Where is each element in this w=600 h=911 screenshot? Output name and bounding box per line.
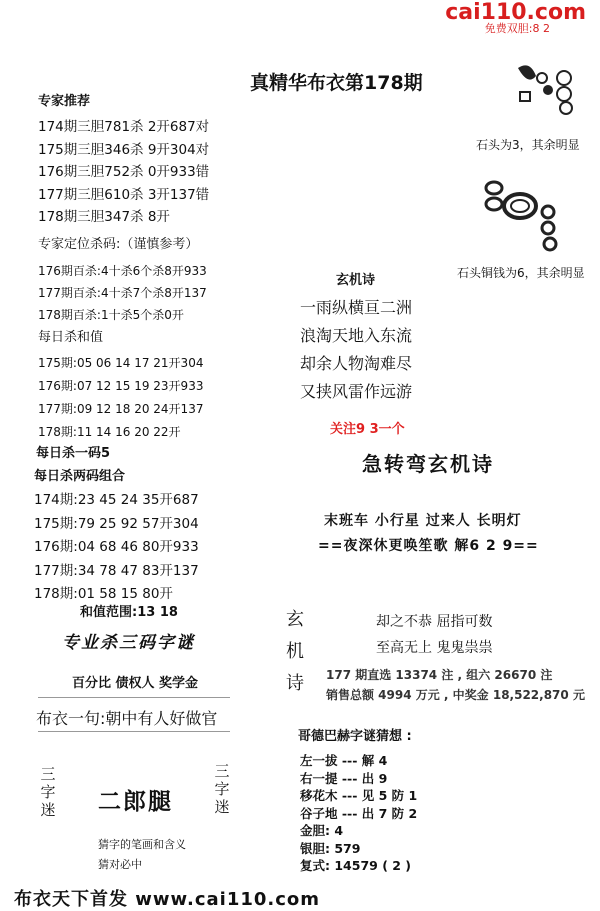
list-item: 金胆: 4 <box>300 823 344 838</box>
riddle-hint2: 猜对必中 <box>98 858 142 871</box>
riddle-title: 专业杀三码字谜 <box>62 633 195 653</box>
list-item: 177期百杀:4十杀7个杀8开137 <box>38 286 207 300</box>
list-item: 左一拔 --- 解 4 <box>300 753 388 768</box>
picture-caption-2: 石头铜钱为6，其余明显 <box>457 266 585 280</box>
daily-one-heading: 每日杀一码5 <box>36 446 111 461</box>
poem-line: 一雨纵横亘二洲 <box>300 298 413 317</box>
list-item: 复式: 14579 ( 2 ) <box>300 858 412 873</box>
daily-sum-list <box>38 352 203 444</box>
xuanji-char: 诗 <box>286 673 304 694</box>
list-item: 176期:07 12 15 19 23开933 <box>38 379 204 393</box>
list-item: 177期:09 12 18 20 24开137 <box>38 402 204 416</box>
list-item: 176期百杀:4十杀6个杀8开933 <box>38 264 207 278</box>
daily-two-heading: 每日杀两码组合 <box>34 469 126 484</box>
divider <box>38 697 230 698</box>
list-item: 178期百杀:1十杀5个杀0开 <box>38 308 184 322</box>
xuanji-tag <box>286 604 306 700</box>
list-item: 176期三胆752杀 0开933错 <box>38 164 210 180</box>
poem-line: 又挟风雷作远游 <box>300 382 413 401</box>
rebus-picture-2 <box>480 168 570 256</box>
follow-note: 关注9 3一个 <box>330 422 405 437</box>
divider <box>38 731 230 732</box>
daily-sum-heading: 每日杀和值 <box>38 330 104 345</box>
expert-heading: 专家推荐 <box>38 94 91 109</box>
riddle-right-tag: 三字迷 <box>214 762 230 816</box>
list-item: 右一提 --- 出 9 <box>300 770 388 786</box>
riddle-words: 百分比 债权人 奖学金 <box>72 676 199 691</box>
list-item: 176期:04 68 46 80开933 <box>34 539 199 555</box>
goldbach-list <box>300 752 417 875</box>
list-item: 175期:79 25 92 57开304 <box>34 515 199 532</box>
list-item: 175期三胆346杀 9开304对 <box>38 141 210 158</box>
page-title: 真精华布衣第178期 <box>250 72 423 94</box>
xuanji-line-2: 至高无上 鬼鬼祟祟 <box>376 640 493 656</box>
one-line-hint: 布衣一句:朝中有人好做官 <box>36 709 218 728</box>
riddle-hint: 猜字的笔画和含义 <box>98 838 186 851</box>
rebus-picture-1 <box>512 56 582 124</box>
riddle-answer-prompt: 二郎腿 <box>98 789 173 815</box>
list-item: 银胆: 579 <box>300 840 361 856</box>
list-item: 移花木 --- 见 5 防 1 <box>300 788 418 803</box>
goldbach-title: 哥德巴赫字谜猜想 : <box>298 729 412 744</box>
xuanji-line-1: 却之不恭 屈指可数 <box>376 614 493 630</box>
xuanji-char: 机 <box>286 641 304 662</box>
list-item: 178期三胆347杀 8开 <box>38 209 170 225</box>
sum-range: 和值范围:13 18 <box>80 605 178 620</box>
site-logo: cai110.com <box>445 0 586 25</box>
poem-lines <box>300 294 412 406</box>
poem-line: 却余人物淘难尽 <box>300 354 413 373</box>
turn-line-2: ==夜深休更唤笙歌 解6 2 9== <box>318 538 539 554</box>
list-item: 174期:23 45 24 35开687 <box>34 492 199 508</box>
list-item: 177期三胆610杀 3开137错 <box>38 186 210 203</box>
picture-caption-1: 石头为3，其余明显 <box>476 138 580 152</box>
turn-line-1: 末班车 小行星 过来人 长明灯 <box>324 513 522 529</box>
expert-list <box>38 116 209 229</box>
turn-title: 急转弯玄机诗 <box>362 452 494 476</box>
position-kill-heading: 专家定位杀码:（谨慎参考） <box>38 237 199 252</box>
riddle-left-tag: 三字迷 <box>40 765 56 819</box>
list-item: 175期:05 06 14 17 21开304 <box>38 356 204 370</box>
footer-banner: 布衣天下首发 www.cai110.com <box>14 889 321 910</box>
list-item: 174期三胆781杀 2开687对 <box>38 119 210 135</box>
poem-line: 浪淘天地入东流 <box>300 326 413 345</box>
position-kill-list <box>38 260 207 326</box>
list-item: 177期:34 78 47 83开137 <box>34 562 199 579</box>
free-two-dan: 免费双胆:8 2 <box>484 22 550 35</box>
list-item: 178期:11 14 16 20 22开 <box>38 425 181 439</box>
poem-heading: 玄机诗 <box>336 273 376 288</box>
xuanji-char: 玄 <box>286 609 304 630</box>
sales-line-1: 177 期直选 13374 注 , 组六 26670 注 <box>326 668 553 682</box>
list-item: 谷子地 --- 出 7 防 2 <box>300 805 418 821</box>
daily-two-list <box>34 489 199 607</box>
sales-line-2: 销售总额 4994 万元 , 中奖金 18,522,870 元 <box>326 688 585 702</box>
list-item: 178期:01 58 15 80开 <box>34 586 173 602</box>
